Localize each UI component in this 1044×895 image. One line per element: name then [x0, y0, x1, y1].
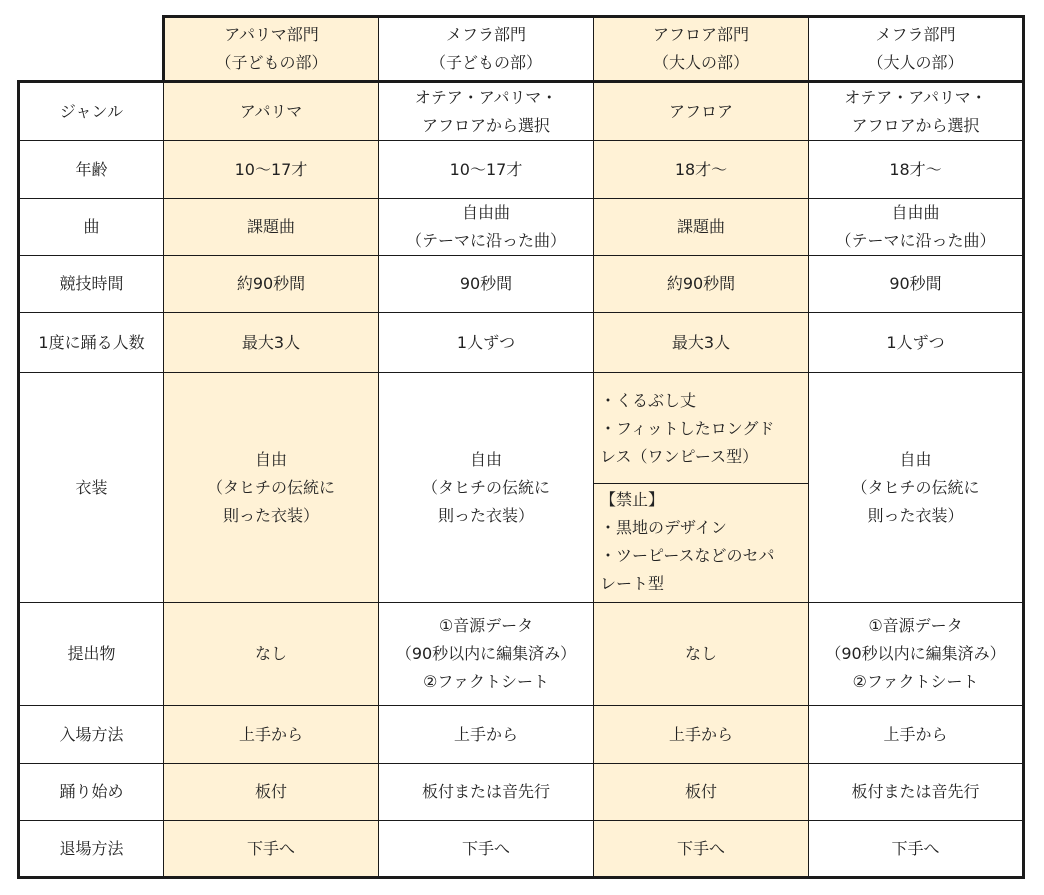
cell-start-c4: 板付または音先行: [809, 764, 1024, 821]
row-exit: [19, 821, 1024, 878]
cell-line: 自由曲: [891, 203, 940, 222]
cell-entry-c2: 上手から: [379, 706, 594, 764]
cell-line: 自由曲: [461, 203, 510, 222]
cell-line: ②ファクトシート: [422, 672, 550, 691]
cell-costume-c4: [809, 373, 1024, 603]
cell-line: ②ファクトシート: [852, 672, 979, 691]
cell-submission-c4: [809, 603, 1024, 706]
cell-dancers-c1: 最大3人: [164, 313, 379, 373]
costume-split: [594, 373, 808, 602]
cell-line: レス（ワンピース型）: [600, 447, 759, 466]
corner-blank: [19, 17, 164, 82]
cell-song-c3: 課題曲: [594, 199, 809, 256]
cell-line: 自由: [254, 449, 287, 469]
row-label: ジャンル: [19, 82, 164, 141]
cell-song-c4: [809, 199, 1024, 256]
cell-line: （テーマに沿った曲）: [835, 231, 996, 250]
row-label: 踊り始め: [19, 764, 164, 821]
cell-line: アフロアから選択: [851, 115, 980, 135]
cell-line: 自由: [469, 449, 502, 469]
cell-line: （タヒチの伝統に: [206, 477, 335, 497]
cell-line: ・黒地のデザイン: [600, 518, 727, 537]
cell-line: ・フィットしたロングド: [600, 419, 775, 438]
division-rules-table: [17, 15, 1025, 879]
cell-submission-c1: なし: [164, 603, 379, 706]
cell-start-c1: 板付: [164, 764, 379, 821]
cell-line: 則った衣装）: [437, 505, 534, 525]
cell-submission-c2: [379, 603, 594, 706]
cell-line: （テーマに沿った曲）: [405, 231, 566, 250]
cell-costume-c3: [594, 373, 809, 603]
cell-line: オテア・アパリマ・: [844, 87, 987, 107]
cell-exit-c2: 下手へ: [379, 821, 594, 878]
cell-genre-c1: アパリマ: [164, 82, 379, 141]
row-label: 入場方法: [19, 706, 164, 764]
header-subtitle: （大人の部）: [867, 53, 964, 72]
row-age: [19, 141, 1024, 199]
cell-line: ・ツーピースなどのセパ: [600, 546, 775, 565]
cell-line: ①音源データ: [438, 616, 534, 635]
cell-costume-c1: [164, 373, 379, 603]
header-title: アパリマ部門: [224, 25, 319, 44]
row-time: [19, 256, 1024, 313]
cell-exit-c4: 下手へ: [809, 821, 1024, 878]
cell-time-c3: 約90秒間: [594, 256, 809, 313]
cell-line: レート型: [600, 574, 665, 593]
row-label: 年齢: [19, 141, 164, 199]
cell-age-c1: 10～17才: [164, 141, 379, 199]
cell-dancers-c3: 最大3人: [594, 313, 809, 373]
cell-song-c1: 課題曲: [164, 199, 379, 256]
cell-line: ①音源データ: [868, 616, 963, 635]
header-mehura-adults: [809, 17, 1024, 82]
cell-genre-c3: アフロア: [594, 82, 809, 141]
costume-requirements: [594, 373, 808, 484]
cell-time-c4: 90秒間: [809, 256, 1024, 313]
row-entry: [19, 706, 1024, 764]
row-label: 1度に踊る人数: [19, 313, 164, 373]
header-aparima-kids: [164, 17, 379, 82]
cell-entry-c3: 上手から: [594, 706, 809, 764]
row-dancers: [19, 313, 1024, 373]
cell-entry-c4: 上手から: [809, 706, 1024, 764]
cell-line: 自由: [899, 449, 932, 469]
header-title: メフラ部門: [445, 25, 526, 44]
cell-dancers-c2: 1人ずつ: [379, 313, 594, 373]
cell-line: ・くるぶし丈: [600, 391, 697, 410]
prohibited-heading: 【禁止】: [600, 490, 665, 509]
cell-costume-c2: [379, 373, 594, 603]
header-subtitle: （子どもの部）: [215, 53, 328, 72]
row-song: [19, 199, 1024, 256]
cell-entry-c1: 上手から: [164, 706, 379, 764]
cell-exit-c1: 下手へ: [164, 821, 379, 878]
cell-age-c4: 18才～: [809, 141, 1024, 199]
cell-time-c2: 90秒間: [379, 256, 594, 313]
header-ahuroa-adults: [594, 17, 809, 82]
cell-line: オテア・アパリマ・: [414, 87, 558, 107]
row-label: 衣装: [19, 373, 164, 603]
row-submission: [19, 603, 1024, 706]
header-row: [19, 17, 1024, 82]
cell-genre-c4: [809, 82, 1024, 141]
cell-line: （90秒以内に編集済み）: [395, 644, 577, 663]
cell-genre-c2: [379, 82, 594, 141]
cell-start-c3: 板付: [594, 764, 809, 821]
header-title: アフロア部門: [652, 25, 749, 44]
cell-time-c1: 約90秒間: [164, 256, 379, 313]
cell-exit-c3: 下手へ: [594, 821, 809, 878]
cell-line: アフロアから選択: [421, 115, 550, 135]
cell-submission-c3: なし: [594, 603, 809, 706]
row-genre: [19, 82, 1024, 141]
cell-line: （タヒチの伝統に: [851, 477, 980, 497]
header-subtitle: （子どもの部）: [429, 53, 542, 72]
cell-line: 則った衣装）: [867, 505, 964, 525]
cell-age-c2: 10～17才: [379, 141, 594, 199]
cell-line: （タヒチの伝統に: [421, 477, 550, 497]
row-costume: [19, 373, 1024, 603]
header-mehura-kids: [379, 17, 594, 82]
cell-dancers-c4: 1人ずつ: [809, 313, 1024, 373]
header-subtitle: （大人の部）: [652, 53, 749, 72]
cell-line: 則った衣装）: [222, 505, 319, 525]
cell-age-c3: 18才～: [594, 141, 809, 199]
costume-prohibited: [594, 484, 808, 598]
row-label: 退場方法: [19, 821, 164, 878]
row-label: 競技時間: [19, 256, 164, 313]
row-label: 提出物: [19, 603, 164, 706]
row-start: [19, 764, 1024, 821]
cell-start-c2: 板付または音先行: [379, 764, 594, 821]
cell-song-c2: [379, 199, 594, 256]
row-label: 曲: [19, 199, 164, 256]
header-title: メフラ部門: [875, 25, 956, 44]
cell-line: （90秒以内に編集済み）: [825, 644, 1006, 663]
